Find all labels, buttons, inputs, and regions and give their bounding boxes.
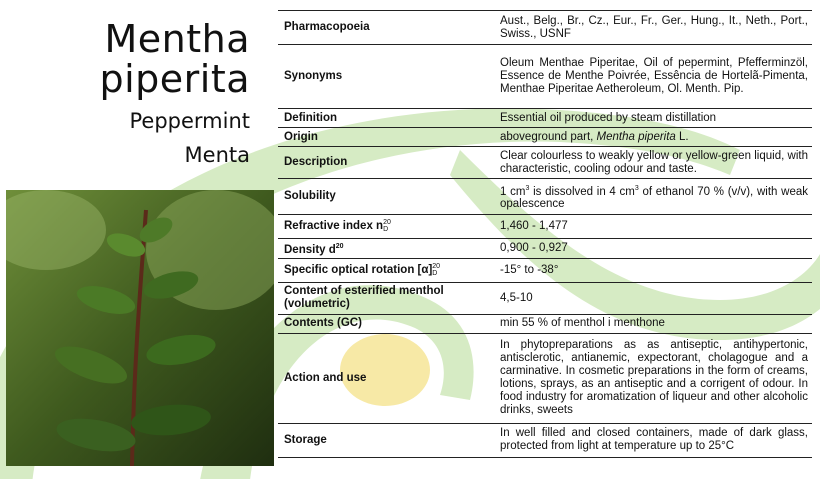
table-row <box>278 333 812 423</box>
table-row <box>278 215 812 239</box>
row-key: Solubility <box>278 179 496 215</box>
row-value <box>496 128 812 147</box>
row-key: Contents (GC) <box>278 314 496 333</box>
solubility-part: 1 cm <box>500 185 526 198</box>
refractive-sub: D <box>383 226 389 234</box>
rotation-sup: 20 <box>432 263 441 271</box>
solubility-part: is dissolved in 4 cm <box>529 185 635 198</box>
refractive-sup: 20 <box>383 219 391 227</box>
row-key: Synonyms <box>278 45 496 109</box>
origin-species: Mentha piperita <box>596 130 676 143</box>
row-key: Content of esterified menthol (volumetric) <box>278 282 496 314</box>
solubility-sup: 3 <box>634 184 639 192</box>
origin-author: L. <box>675 130 689 143</box>
row-value: Aust., Belg., Br., Cz., Eur., Fr., Ger., Hung., It., Neth., Port., Swiss., USNF <box>496 11 812 45</box>
solubility-part: of ethanol 70 % (v/v), with weak opalescence <box>500 185 808 211</box>
row-value: 1,460 - 1,477 <box>496 215 812 239</box>
table-row <box>278 239 812 259</box>
table-row <box>278 11 812 45</box>
row-value: In well filled and closed containers, made of dark glass, protected from light at temperature up to 25°C <box>496 423 812 457</box>
row-key: Origin <box>278 128 496 147</box>
row-value: -15° to -38° <box>496 258 812 282</box>
row-value: In phytopreparations as as antiseptic, antihypertonic, antisclerotic, antianemic, expectorant, cholagogue and a carminative. In cosmetic preparations in the form of creams, lotions, sprays, as an antiseptic and a corrigent of odour. In food industry for aromatization of liqueur and other alcoholic drinks, sweets <box>496 333 812 423</box>
table-row <box>278 179 812 215</box>
table-row <box>278 45 812 109</box>
title-local-name: Menta <box>184 143 250 167</box>
table-row <box>278 258 812 282</box>
row-value: min 55 % of menthol i menthone <box>496 314 812 333</box>
monograph-table <box>278 10 812 458</box>
title-english-name: Peppermint <box>129 109 250 133</box>
row-value: Clear colourless to weakly yellow or yellow-green liquid, with characteristic, cooling odour and taste. <box>496 147 812 179</box>
row-key: Description <box>278 147 496 179</box>
table-row <box>278 147 812 179</box>
row-key: Pharmacopoeia <box>278 11 496 45</box>
row-value <box>496 179 812 215</box>
row-key <box>278 215 496 239</box>
row-value: 4,5-10 <box>496 282 812 314</box>
row-key: Action and use <box>278 333 496 423</box>
table-row <box>278 423 812 457</box>
row-value: Essential oil produced by steam distillation <box>496 109 812 128</box>
title-species: piperita <box>99 57 250 101</box>
rotation-label: Specific optical rotation [α] <box>284 264 433 277</box>
row-key <box>278 239 496 259</box>
density-sup: 20 <box>335 243 344 250</box>
table-row <box>278 109 812 128</box>
title-genus: Mentha <box>104 17 250 61</box>
table-row <box>278 282 812 314</box>
origin-text: aboveground part, <box>500 130 597 143</box>
density-label: Density d <box>284 243 336 256</box>
table-row <box>278 128 812 147</box>
row-key <box>278 258 496 282</box>
table-row <box>278 314 812 333</box>
refractive-label: Refractive index n <box>284 220 384 233</box>
row-key: Storage <box>278 423 496 457</box>
row-value: 0,900 - 0,927 <box>496 239 812 259</box>
row-key: Definition <box>278 109 496 128</box>
rotation-sub: D <box>432 270 438 278</box>
solubility-sup: 3 <box>525 184 530 192</box>
plant-illustration <box>6 190 274 466</box>
row-value: Oleum Menthae Piperitae, Oil of pepermint, Pfefferminzöl, Essence de Menthe Poivrée, Essência de Hortelã-Pimenta, Menthae Piperitae Aetheroleum, Ol. Menth. Pip. <box>496 45 812 109</box>
title-block <box>99 17 250 168</box>
peppermint-plant-photo <box>6 190 274 466</box>
